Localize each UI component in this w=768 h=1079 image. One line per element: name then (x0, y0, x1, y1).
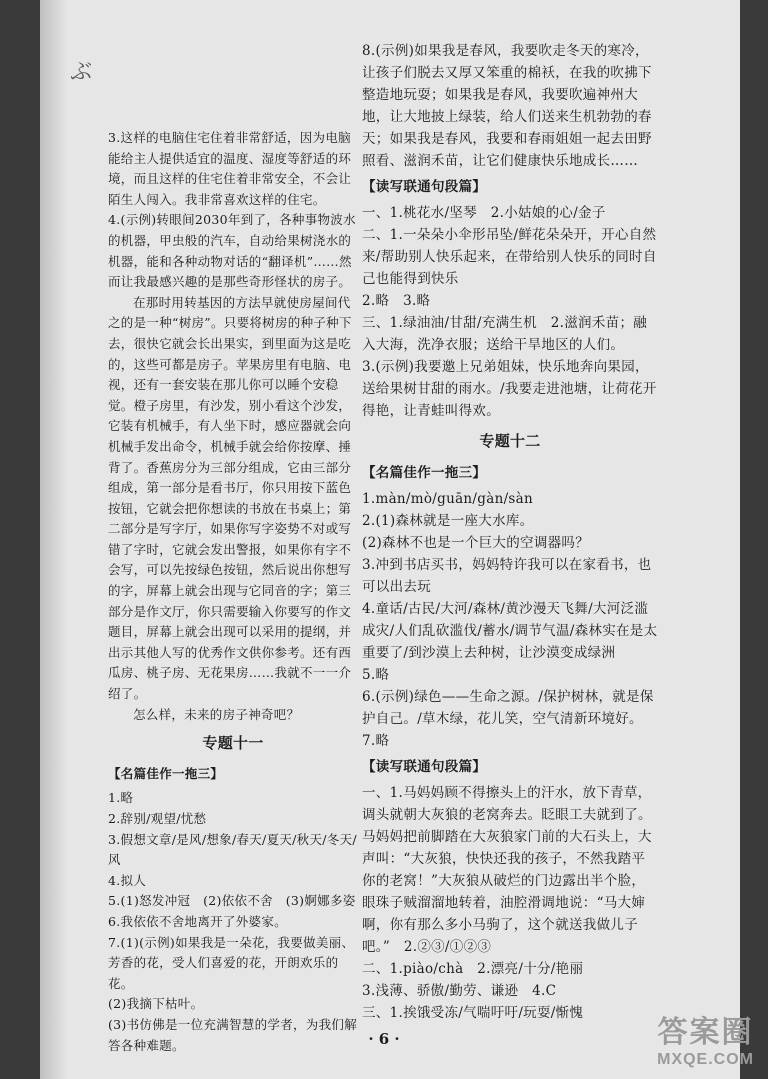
list-item: 2.(1)森林就是一座大水库。 (362, 513, 534, 529)
list-item: 3.(示例)我要邀上兄弟姐妹，快乐地奔向果园，送给果树甘甜的雨水。/我要走进池塘，让荷花开得艳，让青蛙叫得欢。 (362, 359, 657, 419)
list-item: 6.我依依不舍地离开了外婆家。 (108, 913, 287, 929)
watermark-text: 答案圈 (657, 1016, 754, 1049)
list-item: (2)我摘下枯叶。 (108, 996, 204, 1012)
list-item: 1.màn/mò/guān/gàn/sàn (362, 491, 533, 507)
list-item: 一、1.桃花水/坚琴 2.小姑娘的心/金子 (362, 205, 606, 221)
page-number: · 6 · (368, 1030, 400, 1048)
answer-4: 4.(示例)转眼间2030年到了，各种事物波水的机器，甲虫般的汽车，自动给果树浇水的机器，能和各种动物对话的“翻译机”……然而让我最感兴趣的是那些奇形怪状的房子。 (108, 212, 356, 290)
list-item: 一、1.马妈妈顾不得擦头上的汗水，放下青草，调头就朝大灰狼的老窝奔去。眨眼工夫就到了。马妈妈把前脚踏在大灰狼家门前的大石头上，大声叫：“大灰狼，快快还我的孩子，不然我踏平你的老窝！”大灰狼从破烂的门边露出半个脸，眼珠子贼溜溜地转着，油腔滑调地说：“马大婶啊，你有那么多小马驹了，这个就送我做儿子吧。” 2.②③/①②③ (362, 785, 652, 955)
page-gutter-shadow (40, 0, 68, 1079)
list-item: 7.(1)(示例)如果我是一朵花，我要做美丽、芳香的花，受人们喜爱的花，开朗欢乐的花。 (108, 934, 355, 991)
section-title: 【名篇佳作一拖三】 (108, 765, 224, 781)
list-item: (2)森林不也是一个巨大的空调器吗？ (362, 535, 590, 551)
list-item: 1.略 (108, 790, 134, 806)
list-item: 3.浅薄、骄傲/勤劳、谦逊 4.C (362, 983, 557, 999)
list-item: 4.童话/古民/大河/森林/黄沙漫天飞舞/大河泛滥成灾/人们乱砍滥伐/蓄水/调节气温/森林实在是太重要了/到沙漠上去种树，让沙漠变成绿洲 (362, 601, 658, 661)
list-item: 二、1.piào/chà 2.漂亮/十分/艳丽 (362, 961, 584, 977)
list-item: 3.冲到书店买书，妈妈特许我可以在家看书，也可以出去玩 (362, 557, 652, 595)
list-item: 三、1.挨饿受冻/气喘吁吁/玩耍/惭愧 (362, 1005, 584, 1021)
list-item: 7.略 (362, 733, 390, 749)
topic-11-heading: 专题十一 (202, 734, 264, 753)
answer-4-end: 怎么样，未来的房子神奇吧？ (133, 706, 300, 722)
list-item: 2.辞别/观望/忧愁 (108, 811, 207, 826)
list-item: 2.略 3.略 (362, 293, 431, 309)
corner-mark: ぶ (70, 60, 93, 85)
list-item: 3.假想文章/是风/想象/春天/夏天/秋天/冬天/风 (108, 831, 357, 868)
list-item: 6.(示例)绿色——生命之源。/保护树林，就是保护自己。/草木绿，花儿笑，空气清新环境好。 (362, 689, 654, 727)
answer-8: 8.(示例)如果我是春风，我要吹走冬天的寒冷，让孩子们脱去又厚又笨重的棉袄，在我的吹拂下整造地玩耍；如果我是春风，我要吹遍神州大地，让大地披上绿装，给人们送来生机勃勃的春天；如果我是春风，我要和春雨姐姐一起去田野照看、滋润禾苗，让它们健康快乐地成长…… (362, 43, 652, 169)
answer-3: 3.这样的电脑住宅住着非常舒适，因为电脑能给主人提供适宜的温度、湿度等舒适的环境，而且这样的住宅住着非常安全，不会让陌生人闯入。我非常喜欢这样的住宅。 (108, 130, 352, 207)
list-item: 4.拟人 (108, 872, 147, 888)
section-title: 【读写联通句段篇】 (362, 759, 487, 775)
section-title: 【名篇佳作一拖三】 (362, 465, 487, 481)
list-item: (3)书仿佛是一位充满智慧的学者，为我们解答各种难题。 (108, 1016, 358, 1053)
answer-4-body: 在那时用转基因的方法早就使房屋间代之的是一种“树房”。只要将树房的种子种下去，很快它就会长出果实，到里面为这是吃的，这些可都是房子。苹果房里有电脑、电视，还有一套安装在那儿你可以睡个安稳觉。橙子房里，有沙发，别小看这个沙发，它装有机械手，有人坐下时，感应器就会向机械手发出命令，机械手就会给你按摩、捶背了。香蕉房分为三部分组成，它由三部分组成，第一部分是看书厅，你只用按下蓝色按钮，它就会把你想读的书放在书桌上；第二部分是写字厅，如果你写字姿势不对或写错了字时，它就会发出警报，如果你有字不会写，可以先按绿色按钮，然后说出你想写的字，屏幕上就会出现与它同音的字；第三部分是作文厅，你只需要输入你要写的作文题目，屏幕上就会出现可以采用的提纲，并出示其他人写的优秀作文供你参考。还有西瓜房、桃子房、无花果房……我就不一一介绍了。 (108, 294, 352, 702)
watermark-logo (657, 1007, 754, 1069)
list-item: 5.(1)怒发冲冠 (2)依依不舍 (3)婀娜多姿 (108, 893, 356, 909)
list-item: 5.略 (362, 667, 390, 683)
section-title: 【读写联通句段篇】 (362, 179, 487, 195)
right-column (362, 40, 658, 1024)
list-item: 二、1.一朵朵小伞形吊坠/鲜花朵朵开，开心自然来/帮助别人快乐起来，在带给别人快乐的同时自己也能得到快乐 (362, 227, 657, 287)
topic-12-heading: 专题十二 (479, 432, 541, 450)
list-item: 三、1.绿油油/甘甜/充满生机 2.滋润禾苗；融入大海，洗净衣服；送给干旱地区的人们。 (362, 315, 648, 353)
left-column (108, 128, 358, 1056)
watermark-url: MXQE.COM (657, 1051, 754, 1068)
